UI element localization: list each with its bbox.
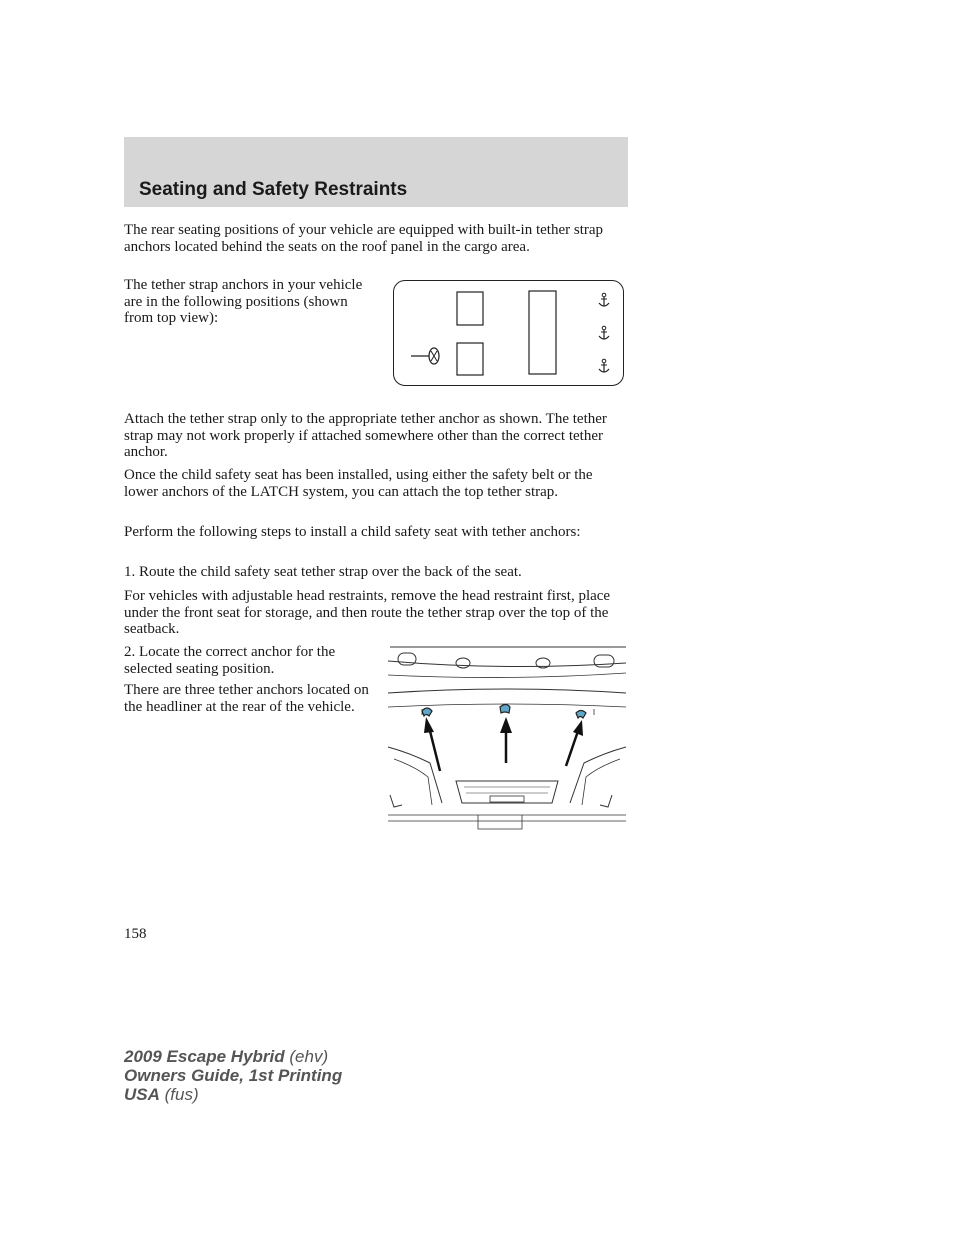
- section-header-bar: [124, 137, 628, 207]
- paragraph-anchor-positions: The tether strap anchors in your vehicle are in the following positions (shown from top view):: [124, 277, 363, 326]
- anchor-icon: [422, 708, 432, 716]
- paragraph-head-restraints: For vehicles with adjustable head restraints, remove the head restraint first, place under the front seat for storage, and then route the tether strap over the top of the seatback.: [124, 588, 611, 637]
- tether-anchor-diagram: [393, 280, 624, 386]
- paragraph-intro: The rear seating positions of your vehicle are equipped with built-in tether strap anchors located behind the seats on the roof panel in the cargo area.: [124, 222, 604, 255]
- anchor-icon: [576, 711, 586, 719]
- anchor-icon: [500, 705, 510, 714]
- footer-model: 2009 Escape Hybrid: [124, 1047, 285, 1066]
- paragraph-step-1: 1. Route the child safety seat tether strap over the back of the seat.: [124, 564, 522, 580]
- front-seat-left: [457, 343, 483, 375]
- page-number: 158: [124, 926, 147, 942]
- paragraph-three-anchors: There are three tether anchors located on the headliner at the rear of the vehicle.: [124, 682, 369, 715]
- front-seat-right: [457, 292, 483, 325]
- footer-market: USA: [124, 1085, 160, 1104]
- footer-model-code: (ehv): [284, 1047, 329, 1066]
- section-title: Seating and Safety Restraints: [139, 179, 408, 200]
- paragraph-step-2: 2. Locate the correct anchor for the selected seating position.: [124, 644, 336, 677]
- paragraph-steps-intro: Perform the following steps to install a child safety seat with tether anchors:: [124, 524, 581, 540]
- arrow-right: [566, 731, 578, 766]
- footer-guide: Owners Guide, 1st Printing: [124, 1066, 343, 1085]
- anchor-icon: [599, 359, 609, 372]
- paragraph-installed: Once the child safety seat has been installed, using either the safety belt or the lower anchors of the LATCH system, you can attach the top tether strap.: [124, 467, 593, 500]
- rear-bench-seat: [529, 291, 556, 374]
- document-footer: [124, 1047, 342, 1104]
- anchor-icon: [599, 326, 609, 339]
- anchor-icon: [599, 293, 609, 306]
- footer-market-code: (fus): [159, 1085, 199, 1104]
- steering-wheel-icon: [411, 348, 439, 364]
- headliner-tether-anchors-illustration: [386, 645, 628, 831]
- paragraph-attach-warning: Attach the tether strap only to the appropriate tether anchor as shown. The tether strap may not work properly if attached somewhere other than the correct tether anchor.: [124, 411, 607, 460]
